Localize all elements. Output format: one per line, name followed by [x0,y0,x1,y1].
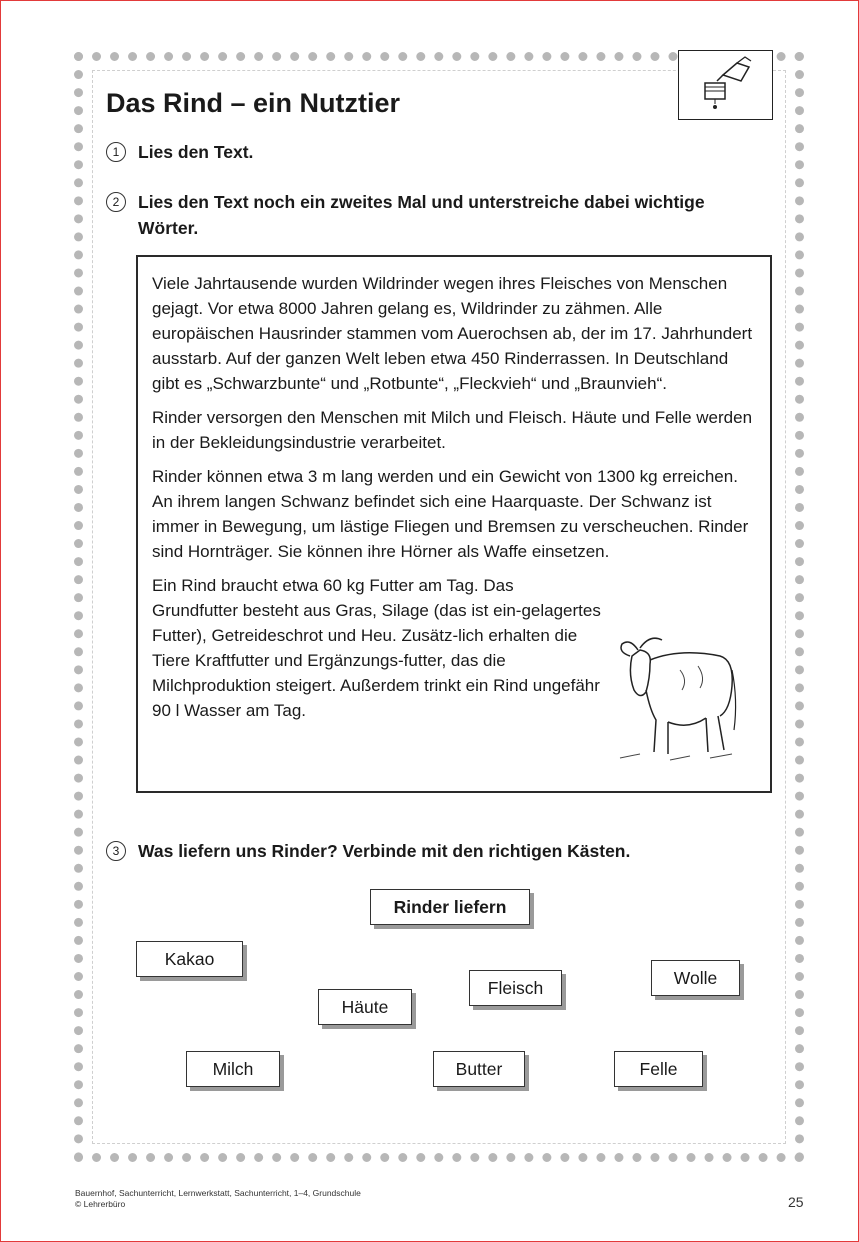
box-wolle[interactable]: Wolle [651,960,740,996]
footer-credits [75,1188,361,1210]
box-fleisch[interactable]: Fleisch [469,970,562,1006]
paragraph-3: Rinder können etwa 3 m lang werden und ein Gewicht von 1300 kg erreichen. An ihrem langen Schwanz befindet sich eine Haarquaste. Der Schwanz ist immer in Bewegung, um lästige Fliegen und Bremsen zu verscheuchen. Rinder sind Hornträger. Sie können ihre Hörner als Waffe einsetzen. [152,467,749,561]
footer-line-1: Bauernhof, Sachunterricht, Lernwerkstatt, Sachunterricht, 1–4, Grundschule [75,1188,361,1198]
box-butter[interactable]: Butter [433,1051,525,1087]
paragraph-2: Rinder versorgen den Menschen mit Milch und Fleisch. Häute und Felle werden in der Bekleidungsindustrie verarbeitet. [152,408,753,452]
watering-can-icon [678,50,773,120]
task-number: 1 [106,142,126,162]
page-title: Das Rind – ein Nutztier [106,88,401,118]
task-2 [106,189,758,241]
task-3 [106,838,758,864]
page-number: 25 [788,1194,804,1210]
box-rinder-liefern[interactable]: Rinder liefern [370,889,530,925]
paragraph-4: Ein Rind braucht etwa 60 kg Futter am Tag. Das Grundfutter besteht aus Gras, Silage (das ist ein-gelagertes Futter), Getreideschrot und Heu. Zusätz-lich erhalten die Tiere Kraftfutter und Ergänzungs-futter, das die Milchproduktion steigert. Außerdem trinkt ein Rind ungefähr 90 l Wasser am Tag. [152,576,601,720]
task-1 [106,139,758,165]
task-text: Lies den Text noch ein zweites Mal und unterstreiche dabei wichtige Wörter. [138,192,705,238]
box-felle[interactable]: Felle [614,1051,703,1087]
box-haeute[interactable]: Häute [318,989,412,1025]
footer-line-2: © Lehrerbüro [75,1199,126,1209]
task-text: Lies den Text. [138,142,254,162]
cow-icon [610,630,740,770]
box-kakao[interactable]: Kakao [136,941,243,977]
task-text: Was liefern uns Rinder? Verbinde mit den richtigen Kästen. [138,841,631,861]
task-number: 2 [106,192,126,212]
box-milch[interactable]: Milch [186,1051,280,1087]
paragraph-1: Viele Jahrtausende wurden Wildrinder wegen ihres Fleisches von Menschen gejagt. Vor etwa 8000 Jahren gelang es, Wildrinder zu zähmen. Alle europäischen Hausrinder stammen vom Auerochsen ab, der im 17. Jahrhundert ausstarb. Auf der ganzen Welt leben etwa 450 Rinderrassen. In Deutschland gibt es „Schwarzbunte“ und „Rotbunte“, „Fleckvieh“ und „Braunvieh“. [152,274,753,393]
task-number: 3 [106,841,126,861]
